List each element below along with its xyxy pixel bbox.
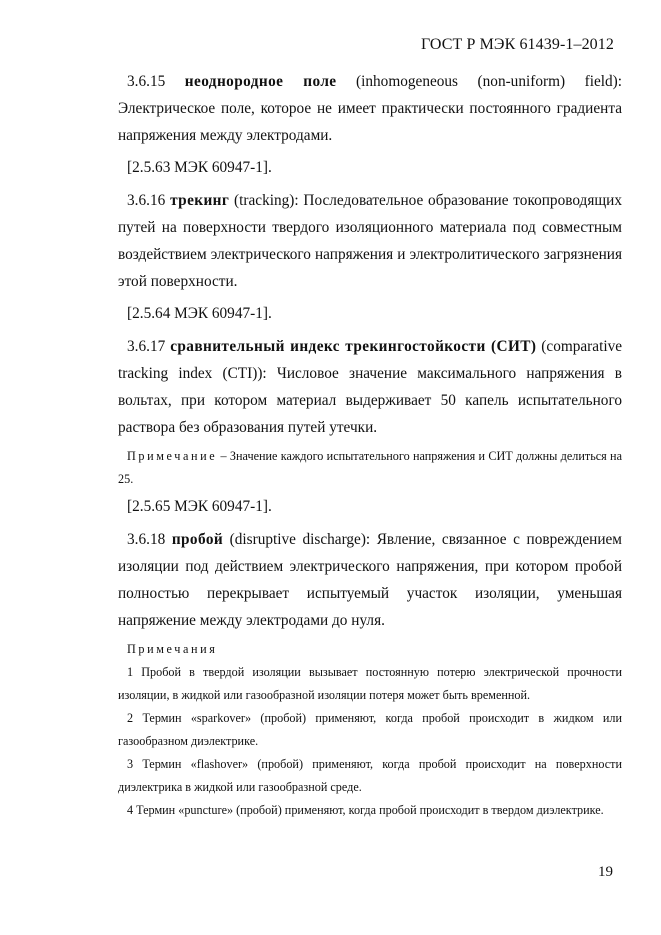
page-number: 19 [598, 864, 613, 880]
clause-paragraph [118, 526, 622, 634]
clause-3-6-17 [118, 333, 622, 520]
clause-3-6-18 [118, 526, 622, 822]
clause-paragraph [118, 187, 622, 295]
clause-number: 3.6.18 [127, 531, 172, 548]
clause-3-6-15 [118, 68, 622, 181]
reference: [2.5.63 МЭК 60947-1]. [127, 159, 272, 176]
note-label: Примечание [127, 449, 218, 463]
clause-definition: (inhomogeneous (non-uniform) field): Электрическое поле, которое не имеет практически постоянного градиента напряжения между электродами. [118, 73, 622, 144]
clause-3-6-16 [118, 187, 622, 327]
document-header: ГОСТ Р МЭК 61439-1–2012 [420, 36, 614, 53]
clause-definition: (comparative tracking index (CTI)): Числовое значение максимального напряжения в вольтах, при котором материал выдерживает 50 капель испытательного раствора без образования путей утечки. [118, 338, 623, 436]
clause-definition: (disruptive discharge): Явление, связанное с повреждением изоляции под действием электрического напряжения, при котором пробой полностью перекрывает испытуемый участок изоляции, уменьшая напряжение между электродами до нуля. [118, 531, 622, 629]
term-heading: трекинг [170, 192, 230, 209]
note-item: 3 Термин «flashover» (пробой) применяют, когда пробой происходит на поверхности диэлектрика в жидкой или газообразной среде. [118, 757, 622, 794]
clause-paragraph [118, 333, 622, 441]
note-item: 2 Термин «sparkover» (пробой) применяют, когда пробой происходит в жидком или газообразном диэлектрике. [118, 711, 622, 748]
term-heading: сравнительный индекс трекингостойкости (СИТ) [170, 338, 537, 355]
clause-paragraph [118, 68, 622, 149]
reference: [2.5.65 МЭК 60947-1]. [127, 498, 272, 515]
clause-number: 3.6.16 [127, 192, 171, 209]
clause-number: 3.6.17 [127, 338, 171, 355]
note [118, 445, 622, 491]
reference: [2.5.64 МЭК 60947-1]. [127, 305, 272, 322]
notes-heading: Примечания [127, 642, 218, 656]
note-text: – Значение каждого испытательного напряжения и СИТ должны делиться на 25. [118, 449, 622, 486]
term-heading: пробой [171, 531, 224, 548]
term-heading: неоднородное поле [184, 73, 337, 90]
clause-number: 3.6.15 [127, 73, 185, 90]
note-item: 4 Термин «puncture» (пробой) применяют, когда пробой происходит в твердом диэлектрике. [127, 803, 604, 817]
note-item: 1 Пробой в твердой изоляции вызывает постоянную потерю электрической прочности изоляции, в жидкой или газообразной изоляции потеря может быть временной. [118, 665, 622, 702]
document-body [118, 68, 622, 822]
clause-definition: (tracking): Последовательное образование токопроводящих путей на поверхности твердого изоляционного материала под совместным воздействием электрического напряжения и электролитического загрязнения этой поверхности. [118, 192, 622, 290]
